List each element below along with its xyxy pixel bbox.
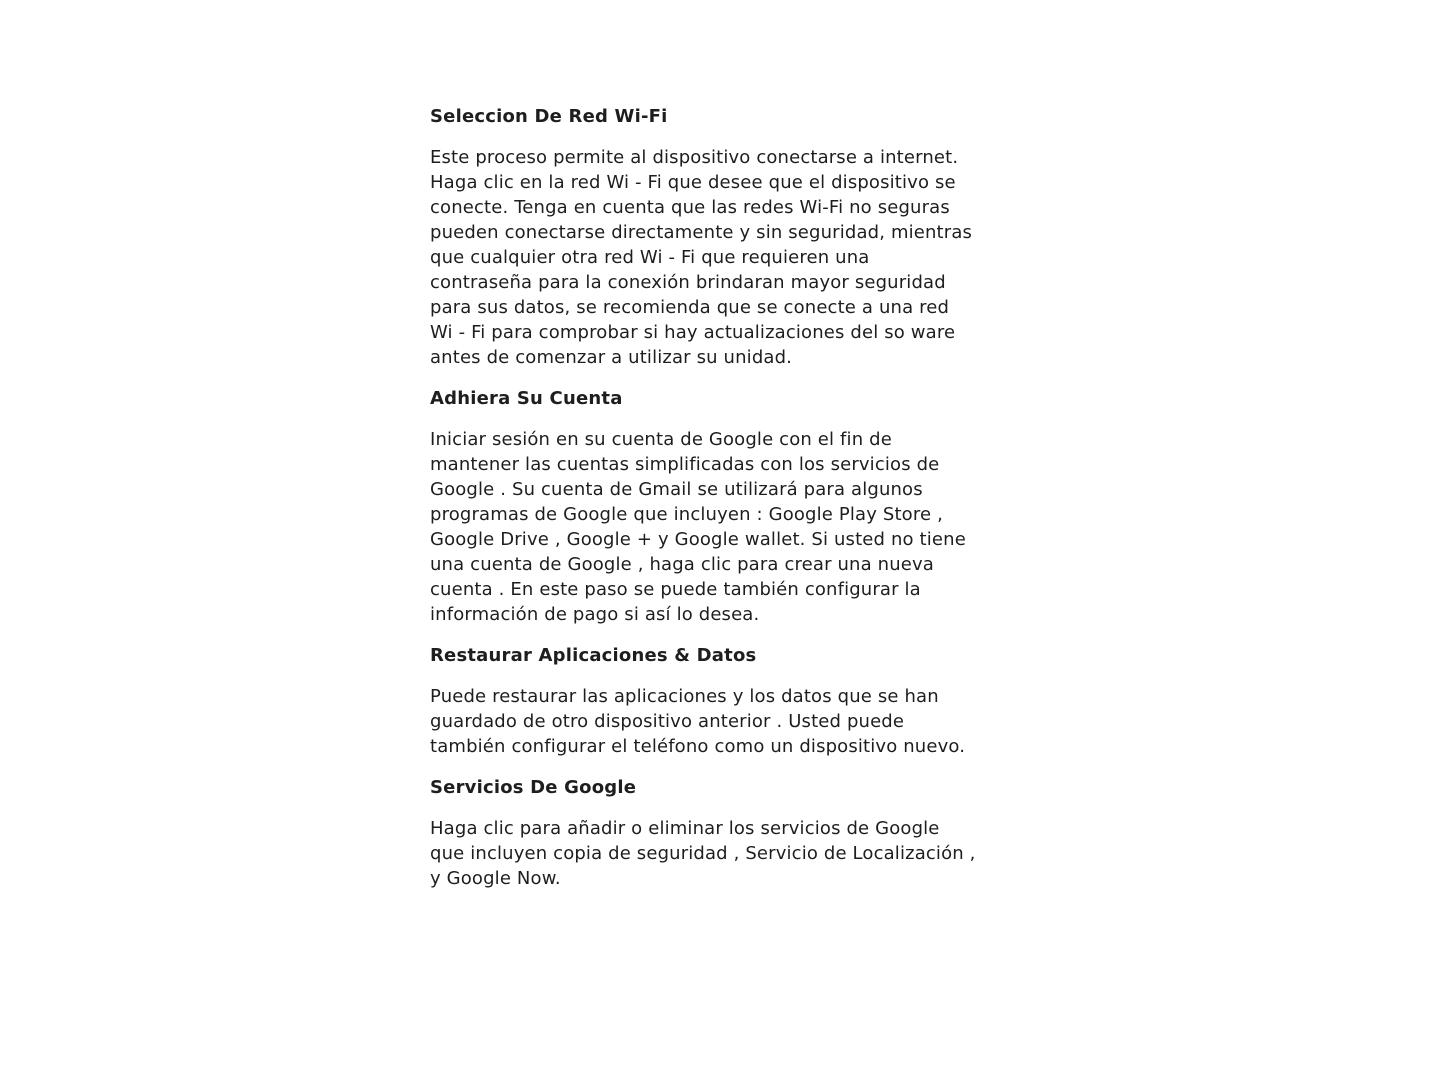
- text-line: cuenta . En este paso se puede también configurar la: [430, 579, 921, 600]
- section-body: [430, 684, 1030, 759]
- section-title: Servicios De Google: [430, 777, 637, 798]
- text-line: que cualquier otra red Wi - Fi que requieren una: [430, 247, 870, 268]
- text-line: mantener las cuentas simplificadas con los servicios de: [430, 454, 940, 475]
- text-line: pueden conectarse directamente y sin seguridad, mientras: [430, 222, 973, 243]
- text-line: antes de comenzar a utilizar su unidad.: [430, 347, 793, 368]
- text-line: Iniciar sesión en su cuenta de Google con el fin de: [430, 429, 892, 450]
- text-line: que incluyen copia de seguridad , Servicio de Localización ,: [430, 843, 976, 864]
- text-line: Wi - Fi para comprobar si hay actualizaciones del so ware: [430, 322, 956, 343]
- text-line: Puede restaurar las aplicaciones y los datos que se han: [430, 686, 939, 707]
- text-line: Google Drive , Google + y Google wallet. Si usted no tiene: [430, 529, 966, 550]
- section-title: Seleccion De Red Wi-Fi: [430, 106, 668, 127]
- text-line: para sus datos, se recomienda que se conecte a una red: [430, 297, 950, 318]
- text-line: y Google Now.: [430, 868, 561, 889]
- text-line: información de pago si así lo desea.: [430, 604, 760, 625]
- text-line: programas de Google que incluyen : Google Play Store ,: [430, 504, 943, 525]
- text-line: Haga clic para añadir o eliminar los servicios de Google: [430, 818, 940, 839]
- section-account: [430, 386, 1030, 627]
- section-wifi: [430, 104, 1030, 370]
- text-line: guardado de otro dispositivo anterior . Usted puede: [430, 711, 905, 732]
- text-line: conecte. Tenga en cuenta que las redes Wi-Fi no seguras: [430, 197, 950, 218]
- section-restore: [430, 643, 1030, 759]
- text-line: también configurar el teléfono como un dispositivo nuevo.: [430, 736, 966, 757]
- text-line: Google . Su cuenta de Gmail se utilizará para algunos: [430, 479, 923, 500]
- section-title: Restaurar Aplicaciones & Datos: [430, 645, 757, 666]
- text-line: Haga clic en la red Wi - Fi que desee que el dispositivo se: [430, 172, 956, 193]
- text-line: contraseña para la conexión brindaran mayor seguridad: [430, 272, 946, 293]
- text-line: una cuenta de Google , haga clic para crear una nueva: [430, 554, 934, 575]
- section-title: Adhiera Su Cuenta: [430, 388, 623, 409]
- section-body: [430, 145, 1030, 370]
- section-body: [430, 427, 1030, 627]
- text-line: Este proceso permite al dispositivo conectarse a internet.: [430, 147, 959, 168]
- section-google-services: [430, 775, 1030, 891]
- section-body: [430, 816, 1030, 891]
- document-page: [430, 104, 1030, 907]
